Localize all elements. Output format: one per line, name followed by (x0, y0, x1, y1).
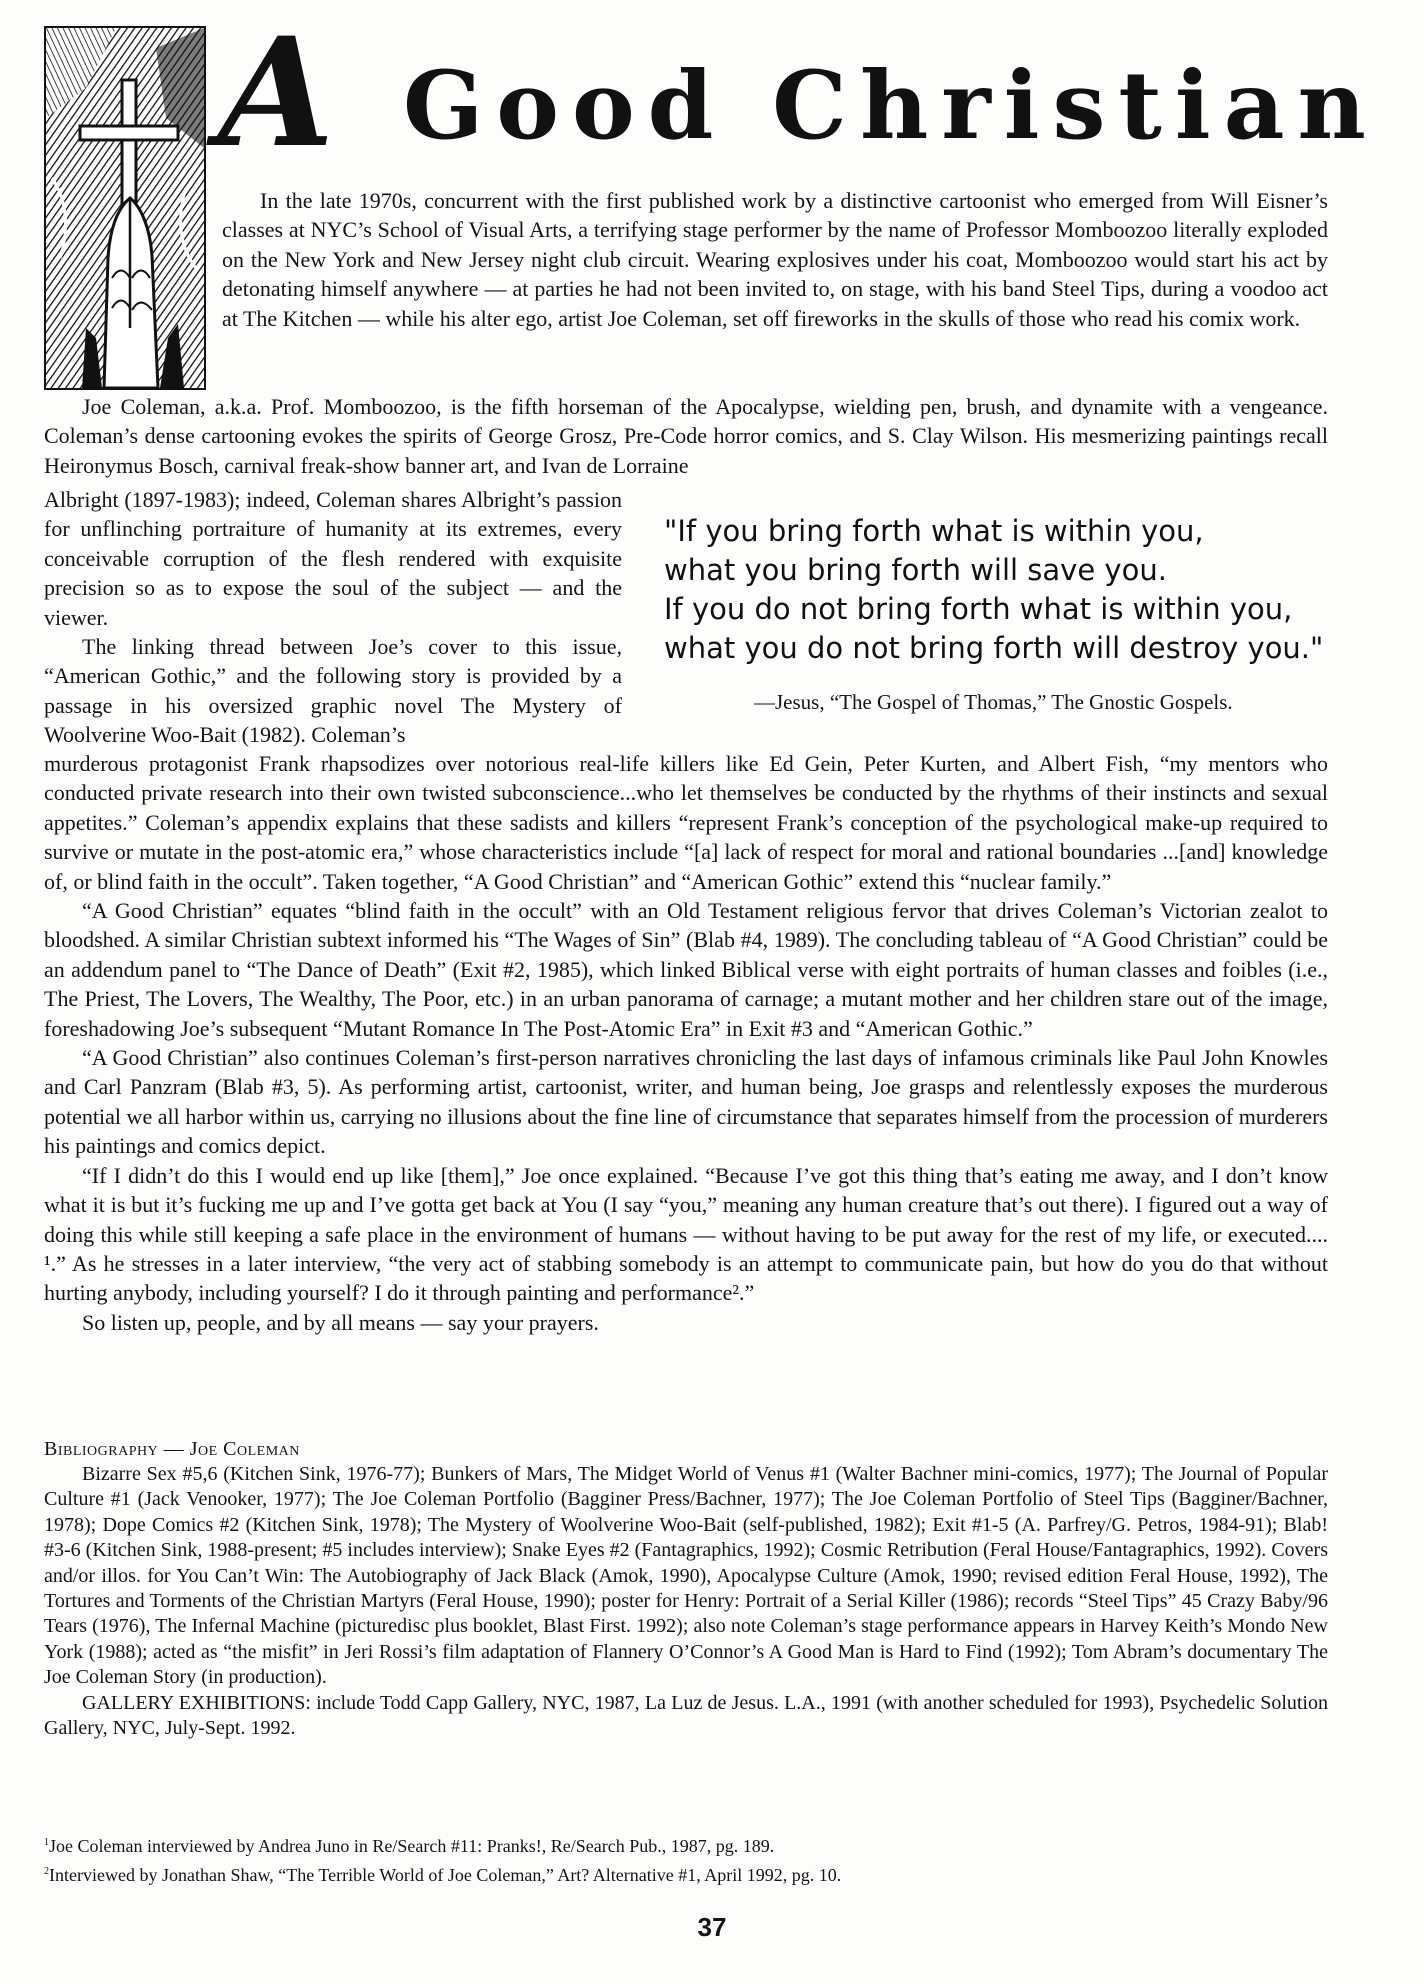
intro-paragraph: In the late 1970s, concurrent with the first published work by a distinctive cartoonist who emerged from Will Eisner’s classes at NYC’s School of Visual Arts, a terrifying stage performer by the name of Professor Momboozoo literally exploded on the New York and New Jersey night club circuit. Wearing explosives under his coat, Momboozoo would start his act by detonating himself anywhere — at parties he had not been invited to, on stage, with his band Steel Tips, during a voodoo act at The Kitchen — while his alter ego, artist Joe Coleman, set off fireworks in the skulls of those who read his comix work. (222, 188, 1328, 331)
paragraph-listen-up: So listen up, people, and by all means — say your prayers. (82, 1309, 599, 1335)
paragraph-joe-quote: “If I didn’t do this I would end up like [them],” Joe once explained. “Because I’ve got this thing that’s eating me away, and I don’t know what it is but it’s fucking me up and I’ve gotta get back at You (I say “you,” meaning any human creature that’s out there). I figured out a way of doing this while still keeping a safe place in the environment of humans — without having to be put away for the rest of my life, or executed.... ¹.” As he stresses in a later interview, “the very act of stabbing somebody is an attempt to communicate pain, but how do you do that without hurting anybody, including yourself? I do it through painting and performance².” (44, 1162, 1328, 1306)
pull-quote (664, 512, 1328, 716)
paragraph-equates: “A Good Christian” equates “blind faith in the occult” with an Old Testament religious fervor that drives Coleman’s Victorian zealot to bloodshed. A similar Christian subtext informed his “The Wages of Sin” (Blab #4, 1989). The concluding tableau of “A Good Christian” could be an addendum panel to “The Dance of Death” (Exit #2, 1985), which linked Biblical verse with eight portraits of human classes and foibles (i.e., The Priest, The Lovers, The Wealthy, The Poor, etc.) in an urban panorama of carnage; a mutant mother and her children stare out of the image, foreshadowing Joe’s subsequent “Mutant Romance In The Post-Atomic Era” in Exit #3 and “American Gothic.” (44, 898, 1328, 1041)
intro-paragraph-block (222, 186, 1328, 333)
praying-hands-cross-woodcut-icon (44, 26, 206, 390)
body-block-top (44, 392, 1328, 480)
pull-quote-line: what you bring forth will save you. (664, 553, 1167, 587)
pull-quote-line: If you do not bring forth what is within you, (664, 592, 1293, 626)
paragraph-linking-continued: murderous protagonist Frank rhapsodizes over notorious real-life killers like Ed Gein, Peter Kurten, and Albert Fish, “my mentors who conducted private research into their own twisted subconscience...who let themselves be conducted by the rhythms of their instincts and sexual appetites.” Coleman’s appendix explains that these sadists and killers “represent Frank’s conception of the psychological make-up required to survive or mutate in the post-atomic era,” whose characteristics include “[a] lack of respect for moral and rational boundaries ...[and] knowledge of, or blind faith in the occult”. Taken together, “A Good Christian” and “American Gothic” extend this “nuclear family.” (44, 751, 1328, 894)
bibliography (44, 1436, 1328, 1741)
paragraph-linking-thread: The linking thread between Joe’s cover to this issue, “American Gothic,” and the following story is provided by a passage in his oversized graphic novel The Mystery of Woolverine Woo-Bait (1982). Coleman’s (44, 634, 622, 748)
footnote: $^2$Interviewed by Jonathan Shaw, “The Terrible World of Joe Coleman,” Art? Alternative #1, April 1992, pg. 10. (44, 1865, 842, 1885)
gallery-exhibitions: GALLERY EXHIBITIONS: include Todd Capp Gallery, NYC, 1987, La Luz de Jesus. L.A., 1991 (with another scheduled for 1993), Psychedelic Solution Gallery, NYC, July-Sept. 1992. (44, 1691, 1328, 1740)
narrow-column (44, 485, 622, 750)
body-block-main (44, 749, 1328, 1337)
title-drop-letter: A (218, 5, 335, 181)
footnotes (44, 1830, 1328, 1888)
bibliography-entries: Bizarre Sex #5,6 (Kitchen Sink, 1976-77); Bunkers of Mars, The Midget World of Venus #1 (Walter Bachner mini-comics, 1977); The Journal of Popular Culture #1 (Jack Venooker, 1977); The Joe Coleman Portfolio (Bagginer Press/Bachner, 1977); The Joe Coleman Portfolio of Steel Tips (Bagginer/Bachner, 1978); Dope Comics #2 (Kitchen Sink, 1978); The Mystery of Woolverine Woo-Bait (self-published, 1982); Exit #1-5 (A. Parfrey/G. Petros, 1984-91); Blab! #3-6 (Kitchen Sink, 1988-present; #5 includes interview); Snake Eyes #2 (Fantagraphics, 1992); Cosmic Retribution (Feral House/Fantagraphics, 1992). Covers and/or illos. for You Can’t Win: The Autobiography of Jack Black (Amok, 1990), Apocalypse Culture (Amok, 1990; revised edition Feral House, 1992), The Tortures and Torments of the Christian Martyrs (Feral House, 1990); poster for Henry: Portrait of a Serial Killer (1986); records “Steel Tips” 45 Crazy Baby/96 Tears (1976), The Infernal Machine (picturedisc plus booklet, Blast First. 1992); also note Coleman’s stage performance appears in Harvey Keith’s Mondo New York (1988); acted as “the misfit” in Jeri Rossi’s film adaptation of Flannery O’Connor’s A Good Man is Hard to Find (1992); Tom Abram’s documentary The Joe Coleman Story (in production). (44, 1463, 1328, 1689)
paragraph-coleman-continued: Albright (1897-1983); indeed, Coleman shares Albright’s passion for unflinching portraiture of humanity at its extremes, every conceivable corruption of the flesh rendered with exquisite precision so as to expose the soul of the subject — and the viewer. (44, 487, 622, 630)
pull-quote-line: "If you bring forth what is within you, (664, 514, 1204, 548)
bibliography-heading: Bibliography — Joe Coleman (44, 1438, 300, 1460)
article-title (218, 5, 1379, 181)
page-number: 37 (697, 1912, 727, 1942)
pull-quote-line: what you do not bring forth will destroy you." (664, 631, 1324, 665)
paragraph-coleman: Joe Coleman, a.k.a. Prof. Momboozoo, is the fifth horseman of the Apocalypse, wielding pen, brush, and dynamite with a vengeance. Coleman’s dense cartooning evokes the spirits of George Grosz, Pre-Code horror comics, and S. Clay Wilson. His mesmerizing paintings recall Heironymus Bosch, carnival freak-show banner art, and Ivan de Lorraine (44, 394, 1328, 478)
paragraph-continues: “A Good Christian” also continues Coleman’s first-person narratives chronicling the last days of infamous criminals like Paul John Knowles and Carl Panzram (Blab #3, 5). As performing artist, cartoonist, writer, and human being, Joe grasps and relentlessly exposes the murderous potential we all harbor within us, carrying no illusions about the fine line of circumstance that separates himself from the procession of murderers his paintings and comics depict. (44, 1045, 1328, 1159)
title-text: Good Christian (403, 51, 1379, 161)
footnote: $^1$Joe Coleman interviewed by Andrea Juno in Re/Search #11: Pranks!, Re/Search Pub., 1987, pg. 189. (44, 1836, 775, 1856)
pull-quote-attribution: —Jesus, “The Gospel of Thomas,” The Gnostic Gospels. (754, 690, 1233, 714)
